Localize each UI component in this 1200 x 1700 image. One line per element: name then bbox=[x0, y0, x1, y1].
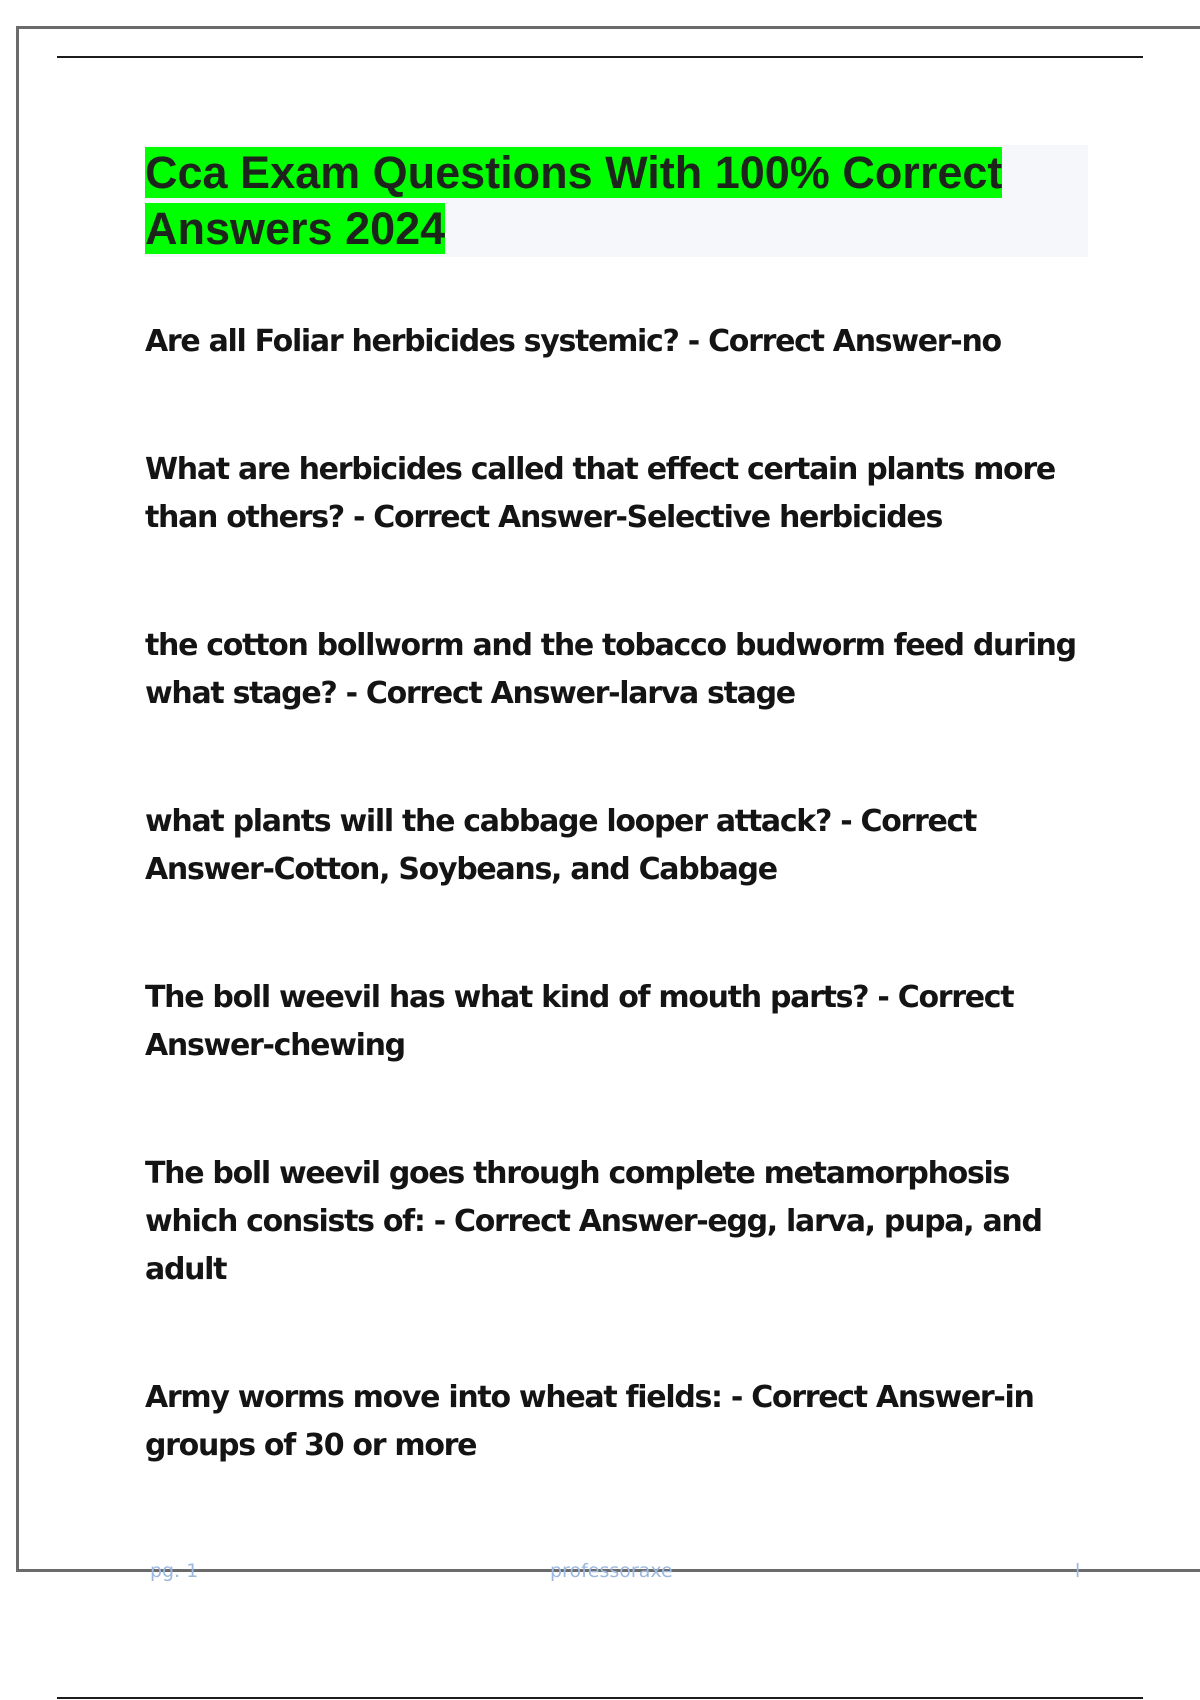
qa-item: The boll weevil goes through complete metamorphosis which consists of: - Correct Answer-egg, larva, pupa, and adult bbox=[145, 1156, 1042, 1287]
page-footer bbox=[140, 1560, 1090, 1590]
qa-list bbox=[145, 318, 1095, 1470]
qa-item: the cotton bollworm and the tobacco budworm feed during what stage? - Correct Answer-larva stage bbox=[145, 628, 1076, 711]
qa-item: Army worms move into wheat fields: - Correct Answer-in groups of 30 or more bbox=[145, 1380, 1034, 1463]
bottom-rule bbox=[57, 1697, 1143, 1699]
qa-item: what plants will the cabbage looper attack? - Correct Answer-Cotton, Soybeans, and Cabbage bbox=[145, 804, 977, 887]
document-title bbox=[145, 145, 1088, 257]
title-block bbox=[145, 145, 1088, 257]
footer-right-mark: l bbox=[1075, 1560, 1081, 1582]
qa-item: Are all Foliar herbicides systemic? - Correct Answer-no bbox=[145, 324, 1001, 359]
title-highlight: Cca Exam Questions With 100% Correct Answers 2024 bbox=[145, 147, 1003, 254]
header-rule bbox=[57, 56, 1143, 58]
qa-item: What are herbicides called that effect certain plants more than others? - Correct Answer-Selective herbicides bbox=[145, 452, 1055, 535]
footer-page-number: pg. 1 bbox=[150, 1560, 199, 1582]
footer-author: professoraxe bbox=[550, 1560, 673, 1582]
qa-item: The boll weevil has what kind of mouth parts? - Correct Answer-chewing bbox=[145, 980, 1014, 1063]
